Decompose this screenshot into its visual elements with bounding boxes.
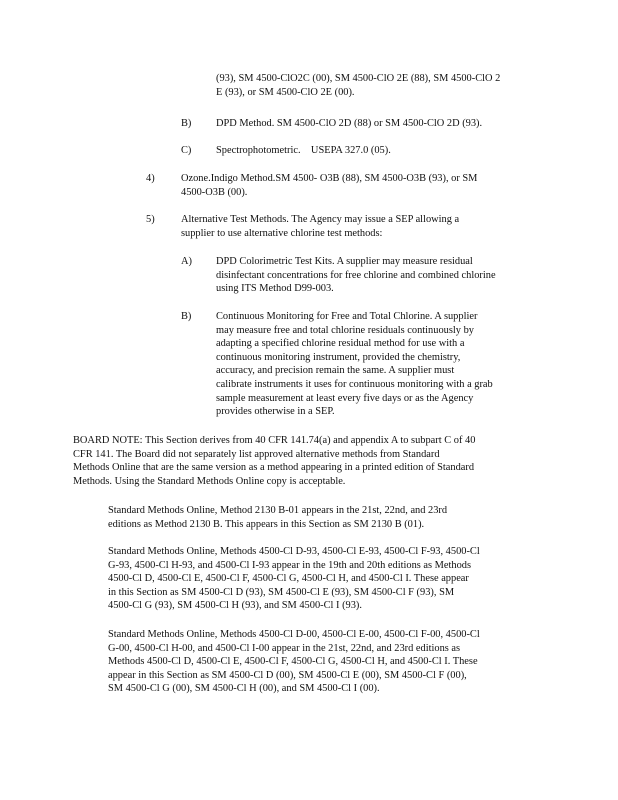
text-line: Continuous Monitoring for Free and Total Chlorine. A supplier — [216, 311, 478, 322]
item-5a-text — [216, 255, 546, 296]
item-label-5a: A) — [181, 256, 192, 267]
text-line: E (93), or SM 4500-ClO 2E (00). — [216, 86, 355, 98]
text-line: G-93, 4500-Cl H-93, and 4500-Cl I-93 appear in the 19th and 20th editions as Methods — [108, 559, 472, 571]
text-line: provides otherwise in a SEP. — [216, 406, 335, 418]
text-line: SM 4500-Cl G (00), SM 4500-Cl H (00), and SM 4500-Cl I (00). — [108, 683, 380, 695]
text-line: Ozone.Indigo Method.SM 4500- O3B (88), SM 4500-O3B (93), or SM — [181, 173, 478, 184]
text-line: BOARD NOTE: This Section derives from 40 CFR 141.74(a) and appendix A to subpart C of 40 — [73, 435, 476, 446]
note-paragraph-1 — [108, 504, 543, 531]
text-line: DPD Colorimetric Test Kits. A supplier may measure residual — [216, 256, 473, 267]
item-label-c: C) — [181, 145, 192, 156]
intro-continuation — [216, 72, 546, 99]
text-line: sample measurement at least every five days or as the Agency — [216, 392, 474, 404]
text-line: Methods 4500-Cl D, 4500-Cl E, 4500-Cl F, 4500-Cl G, 4500-Cl H, and 4500-Cl I. These — [108, 656, 478, 668]
text-line: may measure free and total chlorine residuals continuously by — [216, 324, 474, 336]
text-line: Methods Online that are the same version as a method appearing in a printed edition of Standard — [73, 462, 475, 474]
text-line: (93), SM 4500-ClO2C (00), SM 4500-ClO 2E (88), SM 4500-ClO 2 — [216, 73, 501, 84]
text-line: 4500-Cl D, 4500-Cl E, 4500-Cl F, 4500-Cl G, 4500-Cl H, and 4500-Cl I. These appear — [108, 573, 469, 585]
text-line: 4500-O3B (00). — [181, 186, 248, 198]
item-label-b: B) — [181, 118, 192, 129]
board-note — [73, 434, 543, 488]
text-line: editions as Method 2130 B. This appears in this Section as SM 2130 B (01). — [108, 518, 425, 530]
item-5-text — [181, 213, 536, 240]
text-line: CFR 141. The Board did not separately list approved alternative methods from Standard — [73, 448, 440, 460]
item-4-text — [181, 172, 536, 199]
item-c-text: Spectrophotometric. USEPA 327.0 (05). — [216, 145, 391, 156]
text-line: calibrate instruments it uses for continuous monitoring with a grab — [216, 378, 493, 390]
text-line: Methods. Using the Standard Methods Online copy is acceptable. — [73, 475, 346, 487]
text-line: supplier to use alternative chlorine test methods: — [181, 227, 383, 239]
item-label-5b: B) — [181, 311, 192, 322]
text-line: adapting a specified chlorine residual method for use with a — [216, 338, 465, 350]
text-line: in this Section as SM 4500-Cl D (93), SM 4500-Cl E (93), SM 4500-Cl F (93), SM — [108, 586, 455, 598]
text-line: Alternative Test Methods. The Agency may issue a SEP allowing a — [181, 214, 460, 225]
text-line: appear in this Section as SM 4500-Cl D (00), SM 4500-Cl E (00), SM 4500-Cl F (00), — [108, 669, 467, 681]
text-line: 4500-Cl G (93), SM 4500-Cl H (93), and SM 4500-Cl I (93). — [108, 600, 362, 612]
item-5b-text — [216, 310, 546, 419]
text-line: using ITS Method D99-003. — [216, 283, 334, 295]
text-line: accuracy, and precision remain the same. A supplier must — [216, 365, 455, 377]
text-line: Standard Methods Online, Methods 4500-Cl D-93, 4500-Cl E-93, 4500-Cl F-93, 4500-Cl — [108, 546, 480, 557]
item-label-5: 5) — [146, 214, 155, 225]
text-line: Standard Methods Online, Method 2130 B-01 appears in the 21st, 22nd, and 23rd — [108, 505, 448, 516]
text-line: disinfectant concentrations for free chlorine and combined chlorine — [216, 269, 496, 281]
item-b-text: DPD Method. SM 4500-ClO 2D (88) or SM 4500-ClO 2D (93). — [216, 118, 483, 129]
text-line: Standard Methods Online, Methods 4500-Cl D-00, 4500-Cl E-00, 4500-Cl F-00, 4500-Cl — [108, 629, 480, 640]
note-paragraph-2 — [108, 545, 543, 613]
text-line: G-00, 4500-Cl H-00, and 4500-Cl I-00 appear in the 21st, 22nd, and 23rd editions as — [108, 642, 461, 654]
note-paragraph-3 — [108, 628, 543, 696]
item-label-4: 4) — [146, 173, 155, 184]
text-line: continuous monitoring instrument, provided the chemistry, — [216, 351, 461, 363]
